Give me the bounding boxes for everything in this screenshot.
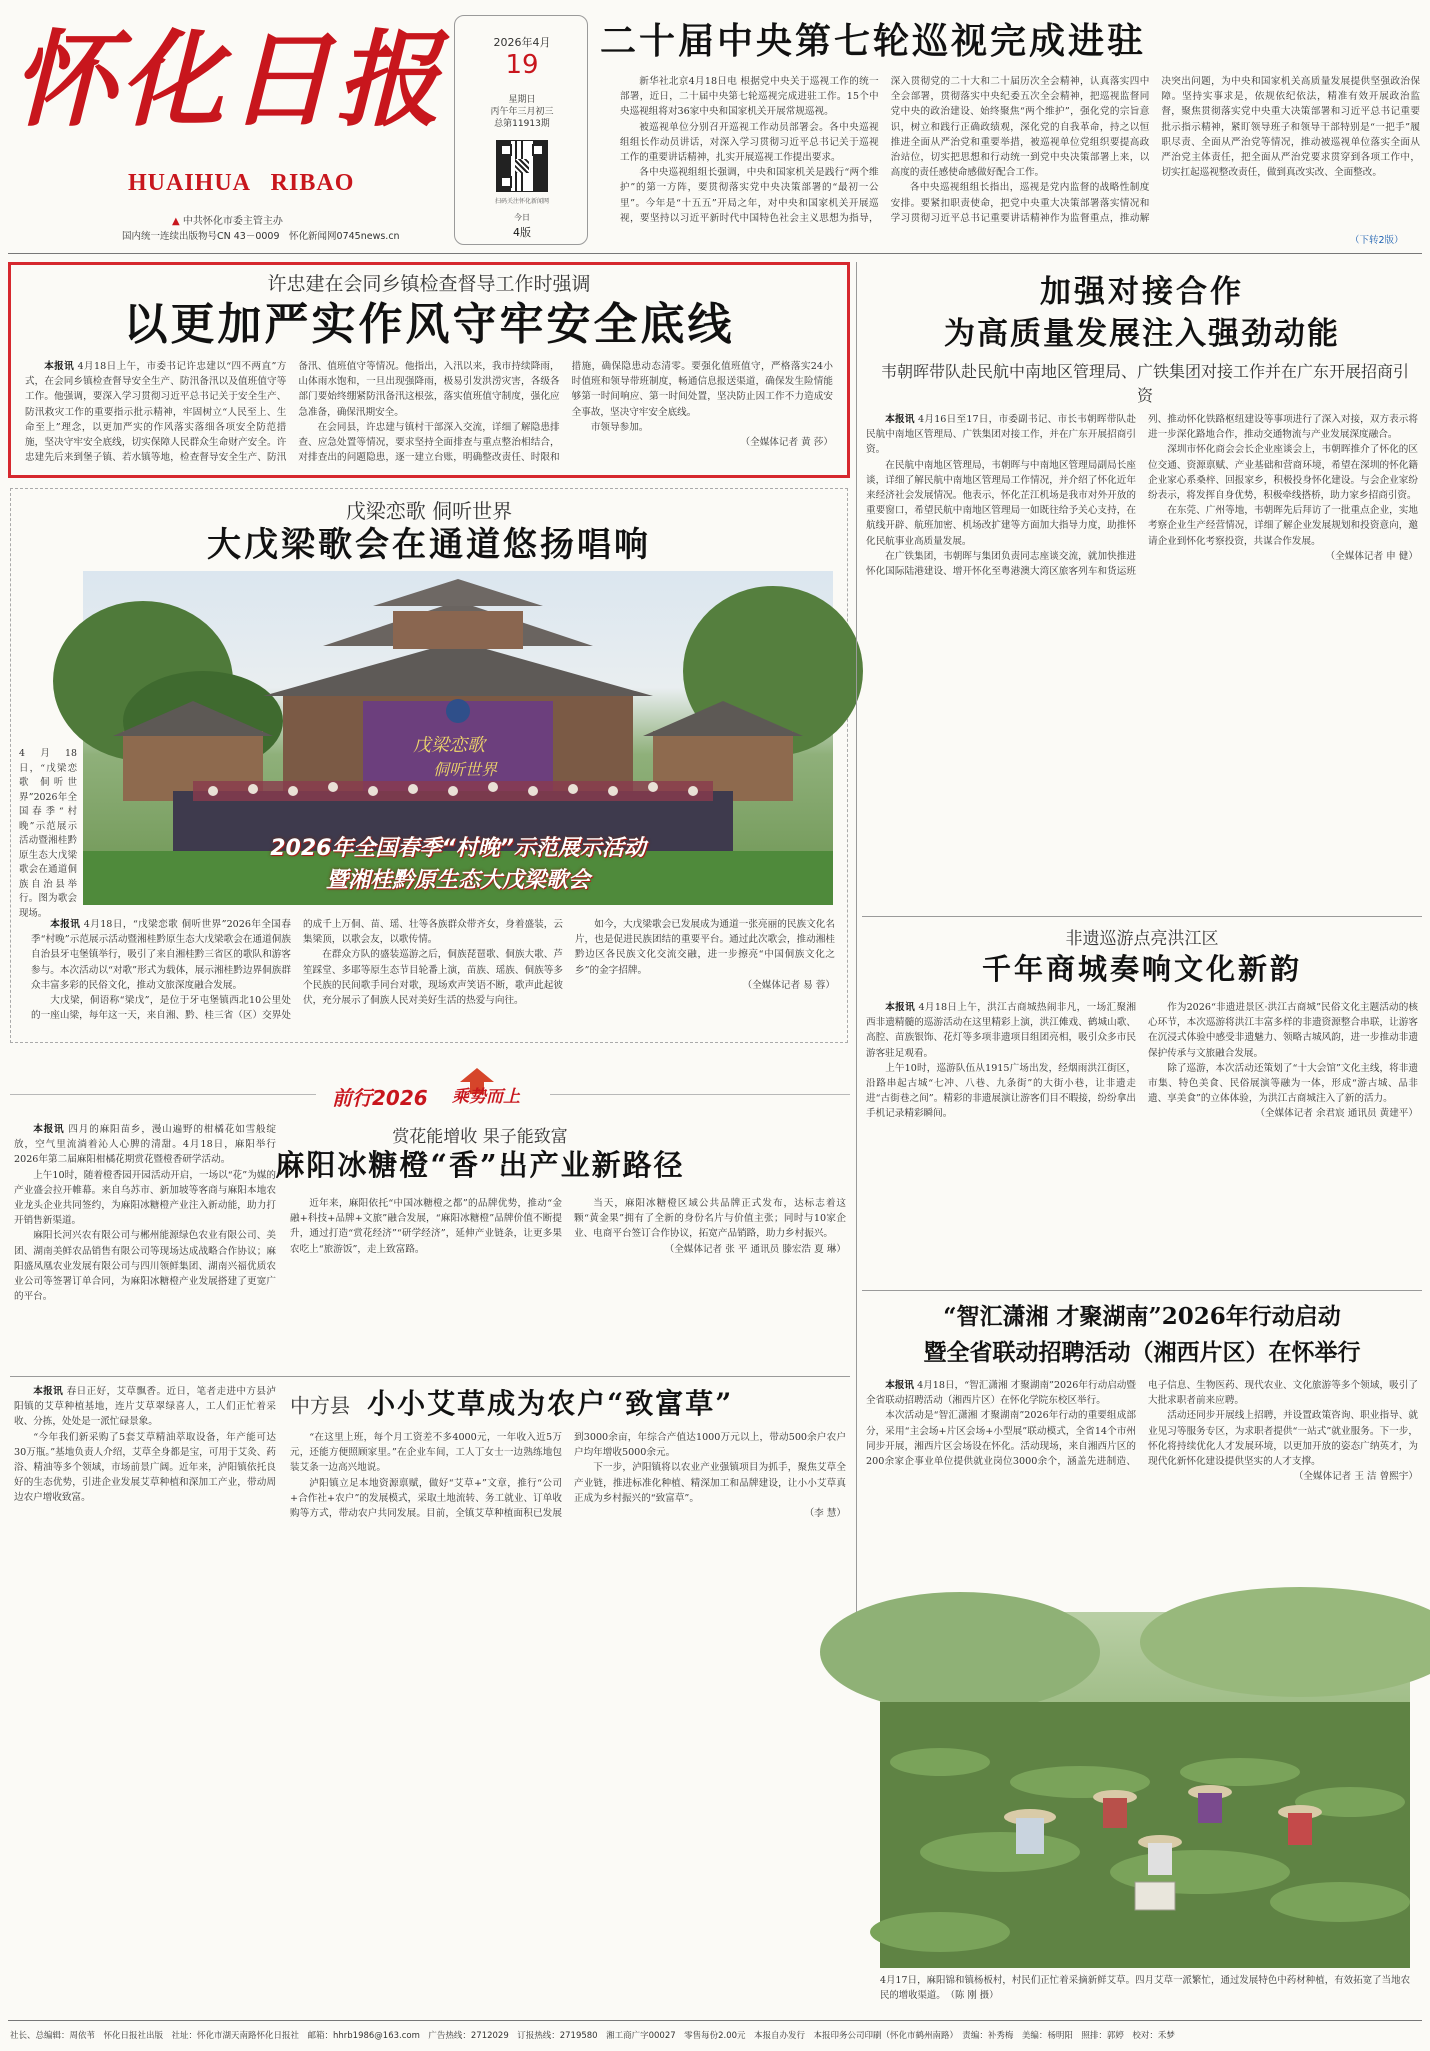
headline-minhang-1[interactable]: 加强对接合作 xyxy=(1040,274,1244,310)
kicker-minhang: 韦朝晖带队赴民航中南地区管理局、广铁集团对接工作并在广东开展招商引资 xyxy=(880,362,1409,405)
headline-moxa[interactable]: 小小艾草成为农户“致富草” xyxy=(367,1387,734,1420)
newspaper-title: 怀化日报 xyxy=(12,18,445,141)
headline-hongjiang[interactable]: 千年商城奏响文化新韵 xyxy=(981,952,1302,986)
headline-minhang-2[interactable]: 为高质量发展注入强劲动能 xyxy=(944,316,1340,352)
paragraph: 本报讯 4月16日至17日，市委副书记、市长韦朝晖带队赴民航中南地区管理局、广铁集团对接工作，并在广东开展招商引资。 xyxy=(866,414,1136,456)
song-festival-photo[interactable] xyxy=(83,571,833,905)
paragraph: 作为2026“非遗进景区·洪江古商城”民俗文化主题活动的核心环节，本次巡游将洪江丰富多样的非遗资源整合串联，让游客在沉浸式体验中感受非遗魅力、领略古城风韵，进一步推动非遗保护传承与文旅融合发展。 xyxy=(1148,1002,1418,1059)
newspaper-pinyin: HUAIHUA RIBAO xyxy=(128,170,355,196)
footer-info: 社长、总编辑：周依苇 怀化日报社出版 社址：怀化市湖天南路怀化日报社 邮箱：hhrb1986@163.com 广告热线：2712029 订报热线：2719580 湘工商广字00027 零售每份2.00元 本报自办发行 本报印务公司印刷（怀化市鹤州南路） 责编：补秀梅 美编：杨明阳 照排：郭婷 校对：禾梦 xyxy=(10,2031,1175,2041)
paragraph: 当天，麻阳冰糖橙区域公共品牌正式发布，达标志着这颗“黄金果”拥有了全新的身份名片与价值主张；同时与10家企业、电商平台签订合作协议，拓宽产品销路，助力乡村振兴。 xyxy=(574,1198,846,1240)
qr-caption: 扫码关注怀化新闻网 xyxy=(494,198,549,205)
headline-orange[interactable]: 麻阳冰糖橙“香”出产业新路径 xyxy=(275,1148,685,1182)
pages-label: 今日 xyxy=(514,213,530,222)
paragraph: 近年来，麻阳依托“中国冰糖橙之都”的品牌优势，推动“金融+科技+品牌+文旅”融合发展，“麻阳冰糖橙”品牌价值不断提升，通过打造“赏花经济”“研学经济”，延伸产业链条，让更多果农吃上“旅游饭”，走上致富路。 xyxy=(290,1198,562,1255)
paragraph: 在民航中南地区管理局，韦朝晖与中南地区管理局副局长座谈，详细了解民航中南地区管理局工作情况，并介绍了怀化近年来经济社会发展情况。他表示，怀化芷江机场是我市对外开放的重要窗口，希望民航中南地区管理局一如既往给予关心支持，在航线开辟、航班加密、机场改扩建等方面加大指导力度，助推怀化民航事业高质量发展。 xyxy=(866,459,1136,547)
moxa-field-scene xyxy=(880,1612,1410,1968)
byline: （李 慧） xyxy=(804,1508,846,1520)
paragraph: 新华社北京4月18日电 根据党中央关于巡视工作的统一部署，近日，二十届中央第七轮巡视完成进驻工作。15个中央巡视组将对36家中央和国家机关开展常规巡视。 xyxy=(620,76,879,118)
headline-recruit-2[interactable]: 暨全省联动招聘活动（湘西片区）在怀举行 xyxy=(923,1339,1361,1366)
paragraph: 麻阳长河兴农有限公司与郴州能源绿色农业有限公司、美团、湖南美鲜农品销售有限公司等现场达成战略合作协议；麻阳盛凤凰农业发展有限公司与四川领鲜集团、湖南兴福优质农业公司等签署订单合同，为麻阳冰糖橙产业发展搭建了更宽广的平台。 xyxy=(14,1230,276,1303)
paragraph: 在群众方队的盛装巡游之后，侗族琵琶歌、侗族大歌、芦笙踩堂、多耶等原生态节目轮番上演，苗族、瑶族、侗族等多个民族的民间歌手同台对歌，现场欢声笑语不断，歌声此起彼伏，充分展示了侗族人民对美好生活的热爱与向往。 xyxy=(303,949,563,1007)
paragraph: 活动还同步开展线上招聘，并设置政策咨询、职业指导、就业见习等服务专区，为求职者提供“一站式”就业服务。下一步，怀化将持续优化人才发展环境，以更加开放的姿态广纳英才，为现代化新怀化建设提供坚实的人才支撑。 xyxy=(1148,1410,1418,1468)
footer-divider xyxy=(8,2020,1422,2021)
divider xyxy=(550,1094,850,1095)
article-moxa-col-1 xyxy=(14,1384,276,1604)
moxa-photo-caption: 4月17日，麻阳锦和镇杨板村，村民们正忙着采摘新鲜艾草。四月艾草一派繁忙，通过发展特色中药材种植，有效拓宽了当地农民的增收渠道。 （陈 刚 摄） xyxy=(880,1975,1410,2001)
continued-label[interactable]: （下转2版） xyxy=(1350,235,1404,246)
byline: （全媒体记者 张 平 通讯员 滕宏浩 夏 琳） xyxy=(664,1243,846,1255)
article-safety-body xyxy=(25,359,833,467)
svg-text:侗听世界: 侗听世界 xyxy=(433,760,498,779)
headline-recruit-1[interactable]: “智汇潇湘 才聚湖南”2026年行动启动 xyxy=(943,1303,1341,1330)
paragraph: 被巡视单位分别召开巡视工作动员部署会。各中央巡视组组长作动员讲话，对深入学习贯彻习近平总书记关于巡视工作的重要讲话精神，扎实开展巡视工作提出要求。 xyxy=(620,121,879,164)
paragraph: 深圳市怀化商会会长企业座谈会上，韦朝晖推介了怀化的区位交通、资源禀赋、产业基础和营商环境，希望在深圳的怀化籍企业家心系桑梓、回报家乡，积极投身怀化建设。与会企业家纷纷表示，将发挥自身优势，积极牵线搭桥，助力家乡招商引资。 xyxy=(1148,444,1418,502)
kicker-hongjiang: 非遗巡游点亮洪江区 xyxy=(1065,929,1219,949)
kicker-song-festival: 戊梁恋歌 侗听世界 xyxy=(345,499,513,523)
paragraph: 如今，大戊梁歌会已发展成为通道一张亮丽的民族文化名片，也是促进民族团结的重要平台。通过此次歌会，推动湘桂黔边区各民族文化交流交融，进一步擦亮“中国侗族文化之乡”的金字招牌。 xyxy=(575,919,835,976)
paragraph: 各中央巡视组组长指出，巡视是党内监督的战略性制度安排。要紧扣职责使命，把党中央重大决策部署落实情况和学习贯彻习近平总书记重要讲话精神作为监督重点，推动解决突出问题，为中央和国家机关高质量发展提供坚强政治保障。坚持实事求是，依规依纪依法，精准有效开展政治监督，聚焦贯彻落实党中央重大决策部署和习近平总书记重要批示指示精神，紧盯领导班子和领导干部特别是“一把手”履职尽责、全面从严治党等情况，推动被巡视单位落实全面从严治党主体责任，把全面从严治党要求贯穿到各项工作中，切实扛起巡视整改责任，做到真改实改、全面整改。 xyxy=(890,76,1420,224)
date-weekday: 星期日 xyxy=(508,95,536,105)
photo-banner-line-2: 暨湘桂黔原生态大戊梁歌会 xyxy=(325,868,590,893)
paragraph: 在广铁集团，韦朝晖与集团负责同志座谈交流，就加快推进怀化国际陆港建设、增开怀化至粤港澳大湾区旅客列车和货运班列、推动怀化铁路枢纽建设等事项进行了深入对接，双方表示将进一步深化路地合作，推动交通物流与产业发展深度融合。 xyxy=(866,414,1418,578)
logo-band-right: 乘势而上 xyxy=(452,1087,520,1107)
pages-count: 4版 xyxy=(513,226,531,239)
paragraph: “今年我们新采购了5套艾草精油萃取设备，年产能可达30万瓶。”基地负责人介绍，艾草全身都是宝，可用于艾灸、药浴、精油等多个领域，市场前景广阔。近年来，泸阳镇依托良好的生态优势，引进企业发展艾草种植和深加工产业，带动周边农户增收致富。 xyxy=(14,1431,276,1504)
paragraph: 上午10时，巡游队伍从1915广场出发，经烟雨洪江街区，沿路串起古城“七冲、八巷、九条街”的大街小巷，让非遗走进“古街巷之间”。精彩的非遗展演让游客们目不暇接，纷纷拿出手机记录精彩瞬间。 xyxy=(866,1062,1136,1120)
paragraph: 除了巡游，本次活动还策划了“十大会馆”文化主线，将非遗市集、特色美食、民俗展演等融为一体，形成“游古城、品非遗、享美食”的立体体验，为洪江古商城注入了新的活力。 xyxy=(1148,1062,1418,1105)
paragraph: 在东莞、广州等地，韦朝晖先后拜访了一批重点企业，实地考察企业生产经营情况，详细了解企业发展规划和投资意向，邀请企业到怀化考察投资，共谋合作发展。 xyxy=(1148,505,1418,547)
featured-article-box[interactable] xyxy=(8,262,850,478)
divider xyxy=(10,1094,316,1095)
moxa-harvest-photo[interactable] xyxy=(880,1612,1410,1968)
paragraph: 本次活动是“智汇潇湘 才聚湖南”2026年行动的重要组成部分，采用“主会场+片区会场+小型展”联动模式，全省14个市州同步开展，湘西片区会场设在怀化。活动现场，来自湘西片区的200余家企事业单位提供就业岗位3000余个，涵盖先进制造、电子信息、生物医药、现代农业、文化旅游等多个领域，吸引了大批求职者前来应聘。 xyxy=(866,1380,1418,1468)
kicker-moxa: 中方县 xyxy=(290,1393,350,1418)
article-minhang-body xyxy=(866,412,1418,906)
paragraph: 下一步，泸阳镇将以农业产业强镇项目为抓手，聚焦艾草全产业链，推进标准化种植、精深加工和品牌建设，让小小艾草真正成为乡村振兴的“致富草”。 xyxy=(574,1462,846,1504)
paragraph: 市领导参加。 xyxy=(590,421,649,433)
paragraph: 大戊梁，侗语称“梁戊”，是位于牙屯堡镇西北10公里处的一座山梁，每年这一天，来自湘、黔、桂三省（区）交界处的成千上万侗、苗、瑶、壮等各族群众带齐女，身着盛装，云集梁顶，以歌会友，以歌传情。 xyxy=(31,919,563,1022)
paragraph: 本报讯 4月18日上午，洪江古商城热闹非凡，一场汇聚湘西非遗精髓的巡游活动在这里精彩上演，洪江傩戏、鹤城山歌、高腔、苗族银饰、花灯等多项非遗项目组团亮相，吸引众多市民游客驻足观看。 xyxy=(866,1002,1136,1059)
byline: （全媒体记者 黄 莎） xyxy=(740,437,833,449)
masthead xyxy=(12,14,452,246)
paragraph: 在会同县，许忠建与镇村干部深入交流，详细了解隐患排查、应急处置等情况，要求坚持全面排查与重点整治相结合，对排查出的问题隐患，逐一建立台账，明确整改责任、时限和措施，确保隐患动态清零。要强化值班值守，严格落实24小时值班和领导带班制度，畅通信息报送渠道，确保发生险情能够第一时间响应、第一时间处置，坚决防止因工作不力造成安全事故，坚决守牢安全底线。 xyxy=(298,361,833,464)
date-lunar: 丙午年三月初三 xyxy=(490,107,554,117)
article-orange-col-2-3 xyxy=(290,1196,846,1364)
headline-inspection[interactable]: 二十届中央第七轮巡视完成进驻 xyxy=(600,20,1147,62)
headline-safety[interactable]: 以更加严实作风守牢安全底线 xyxy=(123,299,735,350)
logo-band-left: 前行2026 xyxy=(332,1086,428,1110)
article-inspection-body xyxy=(620,74,1420,238)
headline-song-festival[interactable]: 大戊梁歌会在通道悠扬唱响 xyxy=(207,525,651,565)
headline-moxa-group[interactable] xyxy=(290,1384,846,1424)
qr-code-icon[interactable] xyxy=(497,141,547,191)
article-hongjiang-body xyxy=(866,1000,1418,1280)
paragraph: 本报讯 4月18日，“智汇潇湘 才聚湖南”2026年行动启动暨全省联动招聘活动（湘西片区）在怀化学院东校区举行。 xyxy=(866,1380,1136,1407)
article-moxa-col-2-3 xyxy=(290,1430,846,1604)
date-box xyxy=(454,15,588,245)
column-divider xyxy=(856,262,857,1612)
paragraph: 本报讯 四月的麻阳苗乡，漫山遍野的柑橘花如雪般绽放，空气里流淌着沁人心脾的清甜。4月18日，麻阳举行2026年第二届麻阳柑橘花期赏花暨橙香研学活动。 xyxy=(14,1124,277,1166)
feature-article-frame xyxy=(10,488,848,1043)
article-song-festival-body xyxy=(31,917,835,1035)
byline: （全媒体记者 申 健） xyxy=(1325,550,1418,562)
paragraph: 各中央巡视组组长强调，中央和国家机关是践行“两个维护”的第一方阵，要贯彻落实党中央决策部署的“最初一公里”。今年是“十五五”开局之年，对中央和国家机关开展巡视，要坚持以习近平新时代中国特色社会主义思想为指导，深入贯彻党的二十大和二十届历次全会精神，认真落实四中全会部署，贯彻落实中央纪委五次全会精神，把巡视监督同党中央的政治建设、始终聚焦“两个维护”，强化党的宗旨意识，树立和践行正确政绩观，深化党的自我革命，持之以恒推进全面从严治党和重要举措，被巡视单位党组织要提高政治站位，切实把思想和行动统一到党中央决策部署上来，以高度的责任感使命感做好配合工作。 xyxy=(620,76,1150,224)
forward-2026-logo xyxy=(10,1068,850,1114)
date-month: 2026年4月 xyxy=(493,36,551,49)
svg-text:戊梁恋歌: 戊梁恋歌 xyxy=(413,735,485,756)
divider xyxy=(10,1376,850,1377)
divider xyxy=(8,253,1422,254)
paragraph: 本报讯 4月18日上午，市委书记许忠建以“四不两直”方式，在会同乡镇检查督导安全生产、防汛备汛以及值班值守等工作。他强调，要深入学习贯彻习近平总书记关于安全生产、防汛救灾工作的重要指示批示精神，牢固树立“人民至上、生命至上”理念，以更加严实的作风落实落细各项安全防范措施，坚决守牢安全底线，切实保障人民群众生命财产安全。许忠建先后来到堡子镇、若水镇等地，检查督导安全生产、防汛备汛、值班值守等情况。他指出，入汛以来，我市持续降雨，山体雨水饱和，一旦出现强降雨，极易引发洪涝灾害，各级各部门要始终绷紧防汛备汛这根弦，落实值班值守制度，强化应急准备，确保汛期安全。 xyxy=(25,361,560,464)
party-emblem-icon: ▲ xyxy=(172,216,180,227)
photo-caption: 4月18日，“戊梁恋歌 侗听世界”2026年全国春季“村晚”示范展示活动暨湘桂黔原生态大戊梁歌会在通道侗族自治县举行。图为歌会现场。 xyxy=(19,748,77,919)
issue-number: 总第11913期 xyxy=(494,119,550,129)
byline: （全媒体记者 王 洁 曾熙宇） xyxy=(1293,1471,1418,1483)
paragraph: “在这里上班，每个月工资差不多4000元，一年收入近5万元，还能方便照顾家里。”在企业车间，工人丁女士一边熟练地包装艾条一边高兴地说。 xyxy=(290,1432,562,1474)
date-day: 19 xyxy=(505,50,539,80)
paragraph: 本报讯 春日正好，艾草飘香。近日，笔者走进中方县泸阳镇的艾草种植基地，连片艾草翠绿喜人，工人们正忙着采收、分拣，处处是一派忙碌景象。 xyxy=(14,1386,276,1428)
divider xyxy=(862,916,1422,917)
byline: （全媒体记者 余君宸 通讯员 黄建平） xyxy=(1255,1108,1418,1120)
registration-line: 国内统一连续出版物号CN 43－0009 怀化新闻网0745news.cn xyxy=(122,231,400,242)
kicker-orange: 赏花能增收 果子能致富 xyxy=(392,1127,568,1147)
publisher-line: ▲ 中共怀化市委主管主办 xyxy=(172,216,283,227)
article-orange-col-1 xyxy=(14,1122,276,1364)
article-recruit-body xyxy=(866,1378,1418,1574)
byline: （全媒体记者 易 蓉） xyxy=(742,979,835,991)
paragraph: 本报讯 4月18日，“戊梁恋歌 侗听世界”2026年全国春季“村晚”示范展示活动暨湘桂黔原生态大戊梁歌会在通道侗族自治县牙屯堡镇举行，吸引了来自湘桂黔三省区的歌队和游客参与。本次活动以“对歌”形式为载体，展示湘桂黔边界侗族群众丰富多彩的民俗文化，推动文旅深度融合发展。 xyxy=(31,919,292,991)
kicker-xu-zhongjian: 许忠建在会同乡镇检查督导工作时强调 xyxy=(267,273,591,295)
paragraph: 泸阳镇立足本地资源禀赋，做好“艾草+”文章，推行“公司+合作社+农户”的发展模式，采取土地流转、务工就业、订单收购等方式，带动农户共同发展。目前，全镇艾草种植面积已发展到3000余亩，年综合产值达1000万元以上，带动500余户农户户均年增收5000余元。 xyxy=(290,1432,846,1520)
divider xyxy=(862,1290,1422,1291)
photo-banner-line-1: 2026年全国春季“村晚”示范展示活动 xyxy=(270,836,646,861)
paragraph: 上午10时，随着橙香园开园活动开启，一场以“花”为媒的产业盛会拉开帷幕。来自乌苏市、新加坡等客商与麻阳本地农业龙头企业共同签约，为麻阳冰糖橙产业注入新动能，助力打开销售新渠道。 xyxy=(14,1169,276,1227)
